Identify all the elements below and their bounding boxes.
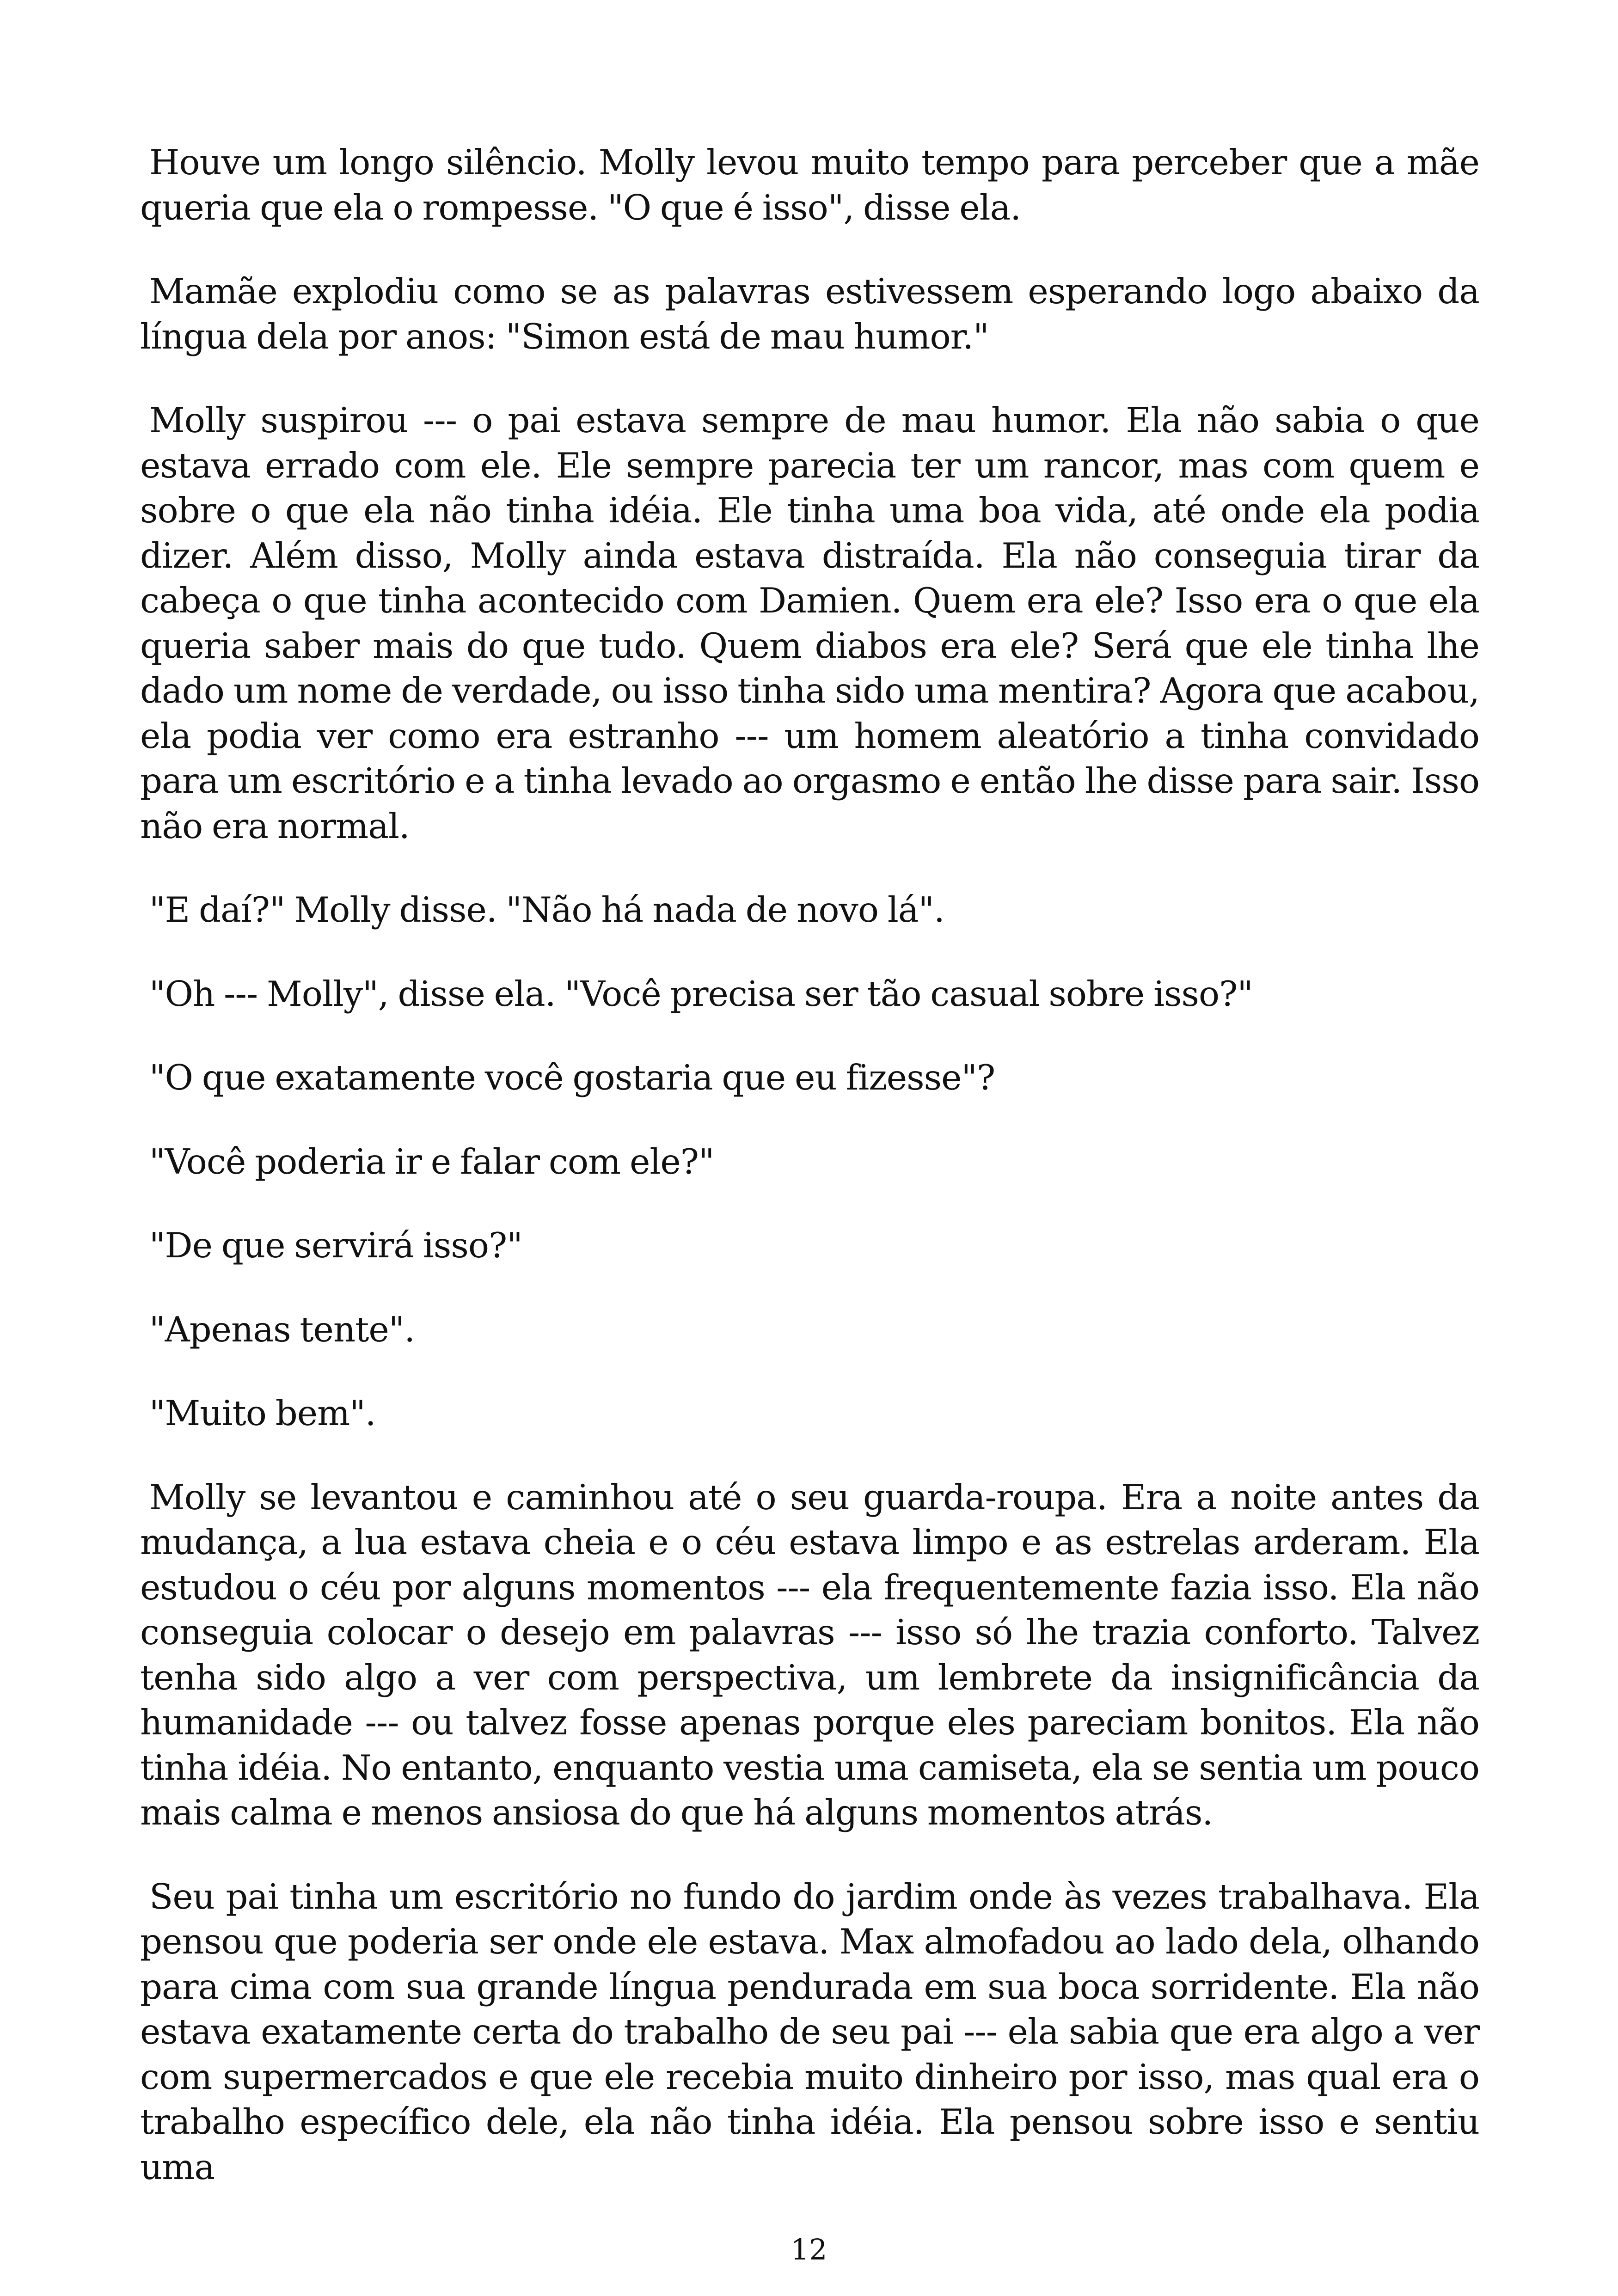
paragraph-10: "Muito bem". bbox=[149, 1393, 376, 1433]
paragraph-8: "De que servirá isso?" bbox=[149, 1225, 522, 1266]
paragraph-6: "O que exatamente você gostaria que eu fizesse"? bbox=[149, 1057, 995, 1098]
paragraph-5: "Oh --- Molly", disse ela. "Você precisa ser tão casual sobre isso?" bbox=[149, 973, 1253, 1014]
paragraph-9: "Apenas tente". bbox=[149, 1309, 415, 1350]
page-number: 12 bbox=[791, 2233, 827, 2266]
paragraph-2: Mamãe explodiu como se as palavras estivessem esperando logo abaixo da língua dela por anos: "Simon está de mau humor." bbox=[140, 271, 1479, 357]
paragraph-4: "E daí?" Molly disse. "Não há nada de novo lá". bbox=[149, 889, 944, 930]
body-text bbox=[140, 140, 1479, 2229]
paragraph-7: "Você poderia ir e falar com ele?" bbox=[149, 1141, 714, 1182]
paragraph-12: Seu pai tinha um escritório no fundo do jardim onde às vezes trabalhava. Ela pensou que poderia ser onde ele estava. Max almofadou ao lado dela, olhando para cima com sua grande língua pendurada em sua boca sorridente. Ela não estava exatamente certa do trabalho de seu pai --- ela sabia que era algo a ver com supermercados e que ele recebia muito dinheiro por isso, mas qual era o trabalho específico dele, ela não tinha idéia. Ela pensou sobre isso e sentiu uma bbox=[140, 1876, 1479, 2187]
paragraph-3: Molly suspirou --- o pai estava sempre de mau humor. Ela não sabia o que estava errado com ele. Ele sempre parecia ter um rancor, mas com quem e sobre o que ela não tinha idéia. Ele tinha uma boa vida, até onde ela podia dizer. Além disso, Molly ainda estava distraída. Ela não conseguia tirar da cabeça o que tinha acontecido com Damien. Quem era ele? Isso era o que ela queria saber mais do que tudo. Quem diabos era ele? Será que ele tinha lhe dado um nome de verdade, ou isso tinha sido uma mentira? Agora que acabou, ela podia ver como era estranho --- um homem aleatório a tinha convidado para um escritório e a tinha levado ao orgasmo e então lhe disse para sair. Isso não era normal. bbox=[140, 400, 1479, 846]
paragraph-1: Houve um longo silêncio. Molly levou muito tempo para perceber que a mãe queria que ela o rompesse. "O que é isso", disse ela. bbox=[140, 142, 1479, 228]
paragraph-11: Molly se levantou e caminhou até o seu guarda-roupa. Era a noite antes da mudança, a lua estava cheia e o céu estava limpo e as estrelas arderam. Ela estudou o céu por alguns momentos --- ela frequentemente fazia isso. Ela não conseguia colocar o desejo em palavras --- isso só lhe trazia conforto. Talvez tenha sido algo a ver com perspectiva, um lembrete da insignificância da humanidade --- ou talvez fosse apenas porque eles pareciam bonitos. Ela não tinha idéia. No entanto, enquanto vestia uma camiseta, ela se sentia um pouco mais calma e menos ansiosa do que há alguns momentos atrás. bbox=[140, 1476, 1479, 1833]
